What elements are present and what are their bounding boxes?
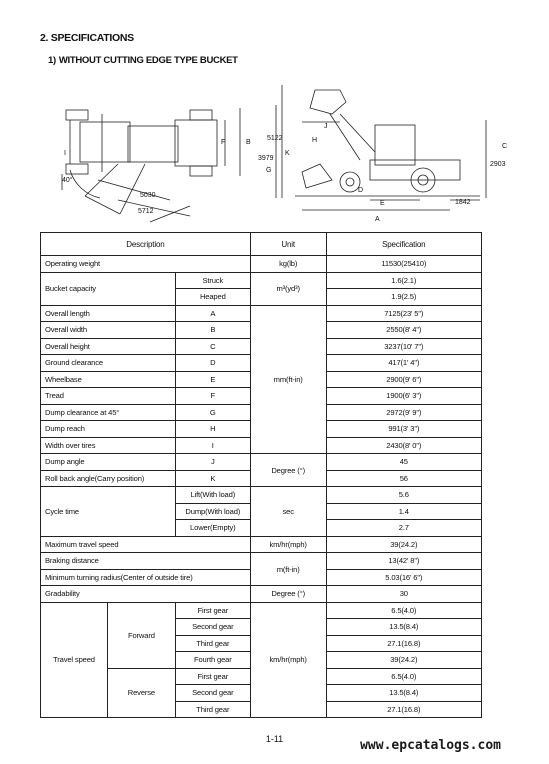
dim-label: D xyxy=(358,187,364,194)
table-row: Third gear 27.1(16.8) xyxy=(41,701,482,718)
dim-label: A xyxy=(375,216,380,223)
dim-label: 2903 xyxy=(490,161,506,168)
top-view-drawing xyxy=(62,108,240,222)
table-row: Minimum turning radius(Center of outside tire) 5.03(16' 6") xyxy=(41,569,482,586)
table-row: Dump clearance at 45° G 2972(9' 9") xyxy=(41,404,482,421)
table-row: Roll back angle(Carry position) K 56 xyxy=(41,470,482,487)
dim-label: 3979 xyxy=(258,155,274,162)
table-row: Ground clearance D 417(1' 4") xyxy=(41,355,482,372)
dim-label: K xyxy=(285,150,290,157)
table-row: Overall length A mm(ft-in) 7125(23' 5") xyxy=(41,305,482,322)
dim-label: H xyxy=(312,137,318,144)
table-row: Gradability Degree (°) 30 xyxy=(41,586,482,603)
table-row: Operating weight kg(lb) 11530(25410) xyxy=(41,256,482,273)
table-row: Braking distance m(ft-in) 13(42' 8") xyxy=(41,553,482,570)
header-unit: Unit xyxy=(250,233,326,256)
watermark: www.epcatalogs.com xyxy=(360,738,501,753)
table-row: Second gear 13.5(8.4) xyxy=(41,619,482,636)
dim-label: 40° xyxy=(62,177,73,184)
table-row: Width over tires I 2430(8' 0") xyxy=(41,437,482,454)
table-row: Dump angle J Degree (°) 45 xyxy=(41,454,482,471)
wheel-loader-dimension-drawing xyxy=(40,80,510,228)
subsection-number: 1) xyxy=(48,55,56,66)
table-row: Travel speed Forward First gear km/hr(mph) 6.5(4.0) xyxy=(41,602,482,619)
table-row: Dump(With load) 1.4 xyxy=(41,503,482,520)
dim-label: 5122 xyxy=(267,135,283,142)
table-row: Wheelbase E 2900(9' 6") xyxy=(41,371,482,388)
dim-label: 5712 xyxy=(138,208,154,215)
side-view-drawing xyxy=(276,85,486,210)
table-row: Fourth gear 39(24.2) xyxy=(41,652,482,669)
dim-label: G xyxy=(266,167,272,174)
table-row: Lower(Empty) 2.7 xyxy=(41,520,482,537)
section-heading: 2. SPECIFICATIONS xyxy=(40,32,134,44)
table-row: Cycle time Lift(With load) sec 5.6 xyxy=(41,487,482,504)
dim-label: 1842 xyxy=(455,199,471,206)
subsection-title: WITHOUT CUTTING EDGE TYPE BUCKET xyxy=(58,55,238,66)
dim-label: C xyxy=(502,143,508,150)
table-row: Overall width B 2550(8' 4") xyxy=(41,322,482,339)
dim-label: 5030 xyxy=(140,192,156,199)
table-row: Heaped 1.9(2.5) xyxy=(41,289,482,306)
header-description: Description xyxy=(41,233,251,256)
table-row: Third gear 27.1(16.8) xyxy=(41,635,482,652)
table-row: Dump reach H 991(3' 3") xyxy=(41,421,482,438)
table-row: Maximum travel speed km/hr(mph) 39(24.2) xyxy=(41,536,482,553)
table-row: Reverse First gear 6.5(4.0) xyxy=(41,668,482,685)
dim-label: I xyxy=(64,150,66,157)
table-row: Overall height C 3237(10' 7") xyxy=(41,338,482,355)
dim-label: J xyxy=(324,123,328,130)
dim-label: F xyxy=(221,139,226,146)
subsection-heading xyxy=(48,55,238,66)
table-header-row xyxy=(41,233,482,256)
table-row: Bucket capacity Struck m³(yd³) 1.6(2.1) xyxy=(41,272,482,289)
specifications-table xyxy=(40,232,482,718)
header-specification: Specification xyxy=(326,233,481,256)
page-number: 1-11 xyxy=(265,734,284,744)
table-row: Tread F 1900(6' 3") xyxy=(41,388,482,405)
dim-label: E xyxy=(380,200,385,207)
dim-label: B xyxy=(246,139,251,146)
table-row: Second gear 13.5(8.4) xyxy=(41,685,482,702)
